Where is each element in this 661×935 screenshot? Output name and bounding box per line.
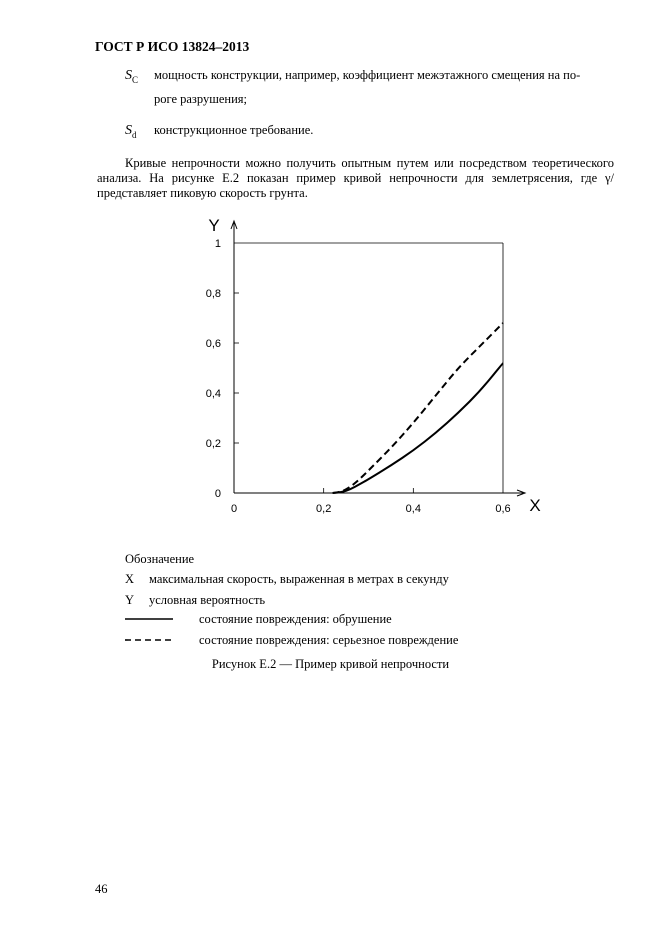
legend-key-y: Y <box>125 593 135 607</box>
x-tick-label: 0,6 <box>495 503 511 515</box>
y-tick-label: 0,2 <box>205 438 221 450</box>
x-tick-label: 0,2 <box>316 503 332 515</box>
legend-text-y: условная вероятность <box>149 593 266 607</box>
definition-text-sd: конструкционное требование. <box>154 123 314 137</box>
legend-text-x: максимальная скорость, выраженная в метрах в секунду <box>149 572 449 586</box>
legend-heading: Обозначение <box>125 552 195 566</box>
definition-symbol-sc: $S_C$ <box>125 68 139 85</box>
figure-caption: Рисунок Е.2 — Пример кривой непрочности <box>211 657 450 671</box>
y-tick-label: 0,8 <box>205 288 221 300</box>
document-header: ГОСТ Р ИСО 13824–2013 <box>95 39 250 54</box>
definition-symbol-sd: $S_d$ <box>125 123 137 140</box>
x-tick-label: 0 <box>230 503 238 515</box>
x-tick-label: 0,4 <box>405 503 421 515</box>
y-tick-label: 1 <box>214 238 221 250</box>
y-tick-label: 0 <box>214 488 221 500</box>
legend-text-solid: состояние повреждения: обрушение <box>199 612 392 626</box>
y-axis-label: Y <box>208 216 220 235</box>
y-tick-label: 0,4 <box>205 388 221 400</box>
page-number: 46 <box>95 882 108 896</box>
x-axis-label: X <box>529 496 541 515</box>
series-line-dashed <box>333 323 503 493</box>
legend-text-dashed: состояние повреждения: серьезное повреждение <box>199 633 459 647</box>
fragility-chart <box>190 205 550 525</box>
legend-line-swatches <box>124 611 176 645</box>
body-paragraph: Кривые непрочности можно получить опытным путем или посредством теоретического анализа. На рисунке Е.2 показан пример кривой непрочности для землетрясения, где γ/ представляет пиковую скорость грунта. <box>97 156 614 200</box>
y-tick-label: 0,6 <box>205 338 221 350</box>
series-line-solid <box>333 363 503 493</box>
definition-text-sc-line2: роге разрушения; <box>154 92 247 106</box>
legend-key-x: X <box>125 572 135 586</box>
definition-text-sc-line1: мощность конструкции, например, коэффициент межэтажного смещения на по- <box>154 68 581 82</box>
